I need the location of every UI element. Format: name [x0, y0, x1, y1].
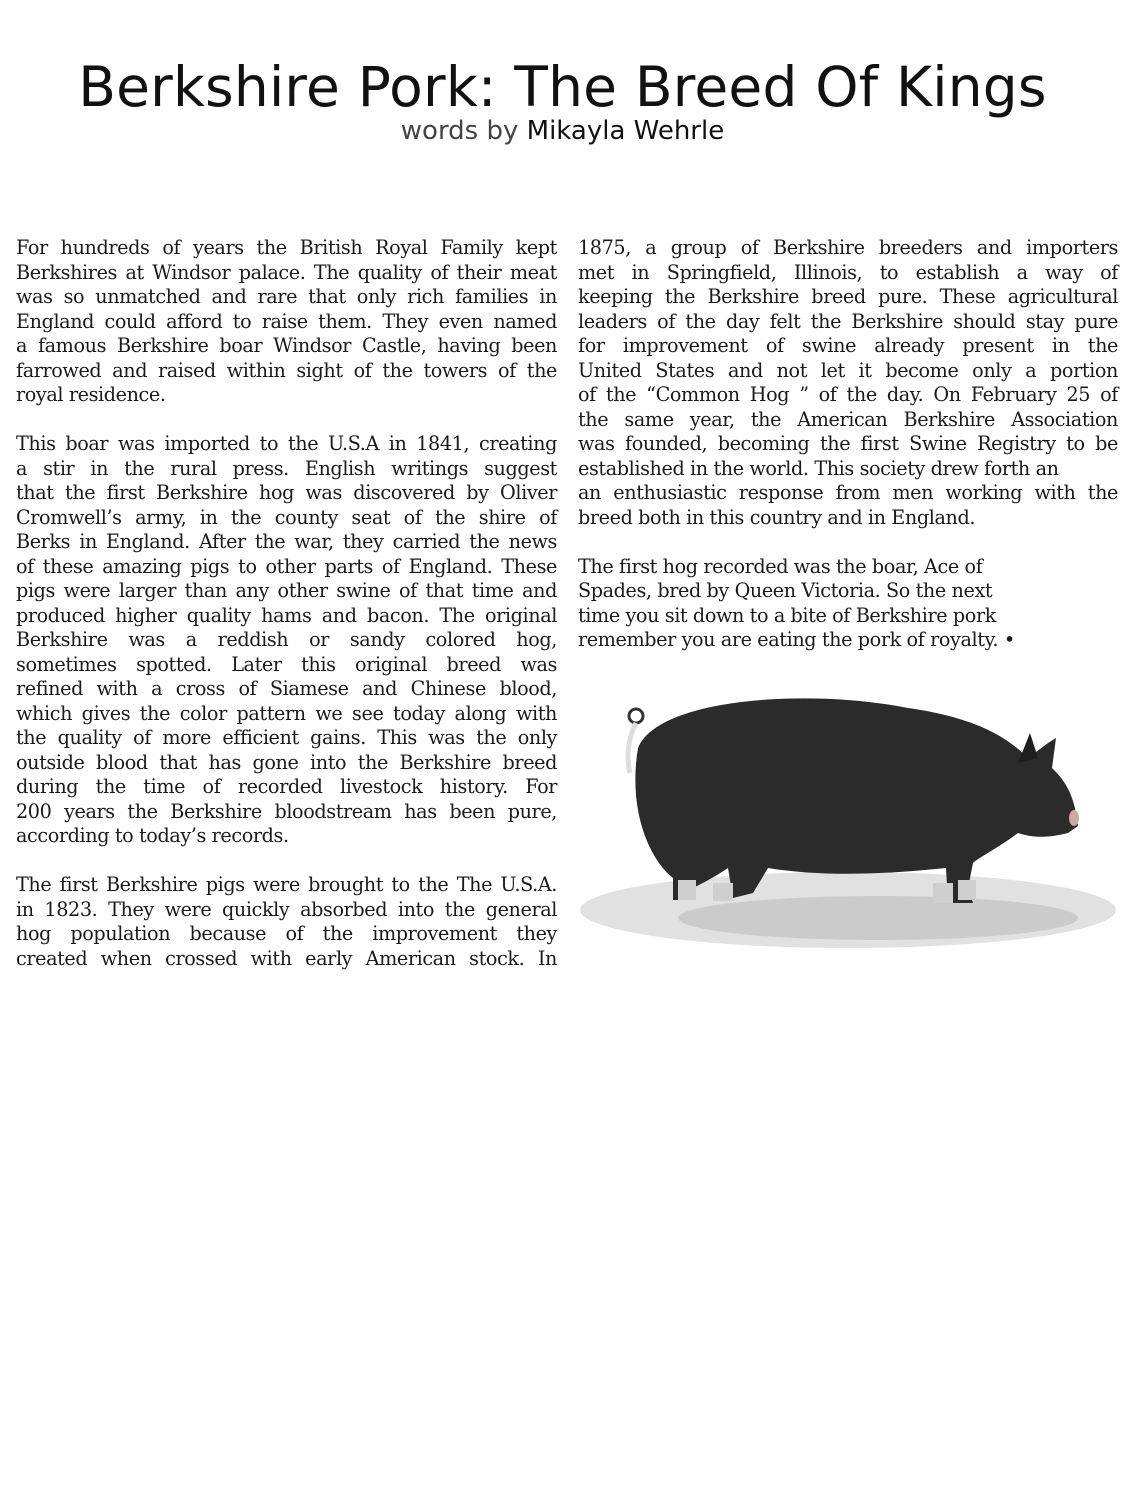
text-line: pigs were larger than any other swine of that time and [16, 579, 557, 602]
text-line: that the first Berkshire hog was discovered by Oliver [16, 481, 557, 504]
text-line: during the time of recorded livestock history. For [16, 775, 557, 798]
text-line: remember you are eating the pork of royalty. • [578, 628, 1015, 651]
text-line: in 1823. They were quickly absorbed into the general [16, 897, 557, 921]
text-line: 1875, a group of Berkshire breeders and importers [578, 236, 1118, 259]
text-line: of the “Common Hog ” of the day. On February 25 of [578, 383, 1118, 406]
text-line: met in Springfield, Illinois, to establish a way of [578, 260, 1118, 284]
text-line: The first hog recorded was the boar, Ace of [578, 554, 983, 578]
text-line: England could afford to raise them. They even named [16, 309, 557, 333]
text-line: outside blood that has gone into the Berkshire breed [16, 750, 557, 774]
text-line: a stir in the rural press. English writings suggest [16, 456, 557, 480]
text-line: was so unmatched and rare that only rich families in [16, 285, 557, 308]
text-line: Cromwell’s army, in the county seat of the shire of [16, 505, 557, 529]
left-column [16, 236, 557, 996]
text-line: the same year, the American Berkshire Association [578, 407, 1118, 431]
paragraph [16, 236, 557, 408]
paragraph [16, 432, 557, 849]
text-line: according to today’s records. [16, 824, 289, 847]
berkshire-pig-illustration [578, 688, 1118, 973]
text-line: Berks in England. After the war, they carried the news [16, 530, 557, 553]
paragraph [578, 555, 1118, 653]
right-column [578, 236, 1118, 677]
text-line: farrowed and raised within sight of the towers of the [16, 358, 557, 382]
text-line: Berkshire was a reddish or sandy colored hog, [16, 628, 557, 651]
text-line: was founded, becoming the first Swine Registry to be [578, 432, 1118, 455]
text-line: Berkshires at Windsor palace. The quality of their meat [16, 260, 557, 284]
text-line: 200 years the Berkshire bloodstream has been pure, [16, 799, 557, 823]
text-line: refined with a cross of Siamese and Chinese blood, [16, 677, 557, 700]
author-name: Mikayla Wehrle [526, 116, 725, 146]
text-line: The first Berkshire pigs were brought to the The U.S.A. [16, 873, 557, 896]
byline-prefix: words by [400, 116, 519, 146]
text-line: produced higher quality hams and bacon. The original [16, 603, 557, 627]
text-line: royal residence. [16, 383, 166, 406]
article-title: Berkshire Pork: The Breed Of Kings [78, 54, 1047, 119]
text-line: sometimes spotted. Later this original breed was [16, 652, 557, 676]
text-line: created when crossed with early American stock. In [16, 946, 557, 970]
text-line: time you sit down to a bite of Berkshire pork [578, 603, 996, 627]
text-line: For hundreds of years the British Royal Family kept [16, 236, 557, 259]
text-line: for improvement of swine already present in the [578, 334, 1118, 357]
text-line: Spades, bred by Queen Victoria. So the next [578, 579, 993, 602]
text-line: breed both in this country and in England. [578, 505, 976, 529]
text-line: a famous Berkshire boar Windsor Castle, having been [16, 334, 557, 357]
text-line: which gives the color pattern we see today along with [16, 701, 557, 725]
text-line: an enthusiastic response from men working with the [578, 481, 1118, 504]
text-line: This boar was imported to the U.S.A in 1841, creating [16, 432, 557, 455]
byline [0, 116, 1125, 146]
text-line: United States and not let it become only a portion [578, 358, 1118, 382]
paragraph [578, 236, 1118, 530]
text-line: hog population because of the improvement they [16, 922, 557, 945]
text-line: of these amazing pigs to other parts of England. These [16, 554, 557, 578]
text-line: established in the world. This society drew forth an [578, 456, 1059, 480]
paragraph [16, 873, 557, 971]
text-line: keeping the Berkshire breed pure. These agricultural [578, 285, 1118, 308]
text-line: the quality of more efficient gains. This was the only [16, 726, 557, 749]
text-line: leaders of the day felt the Berkshire should stay pure [578, 309, 1118, 333]
